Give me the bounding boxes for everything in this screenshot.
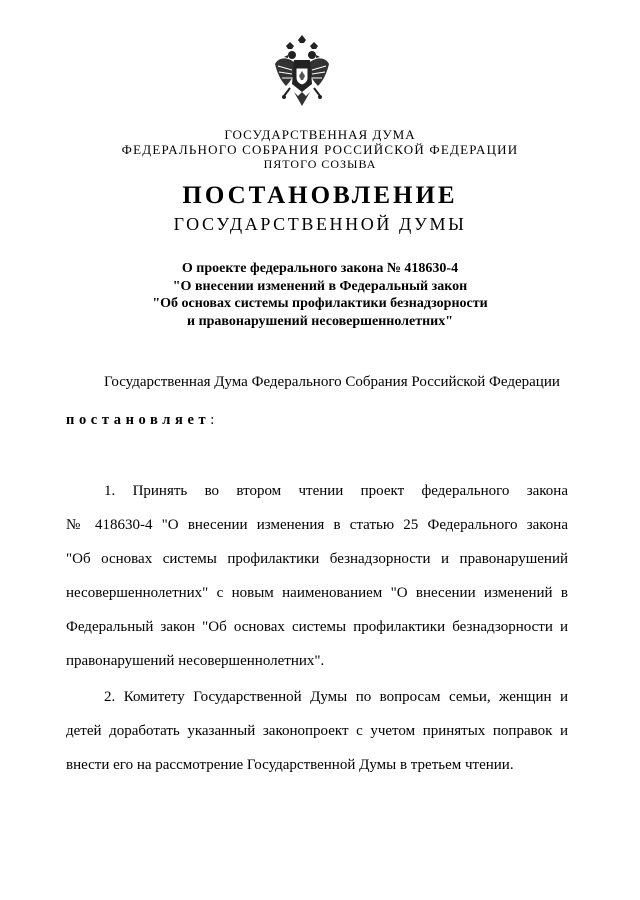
- org-name-line-2: ФЕДЕРАЛЬНОГО СОБРАНИЯ РОССИЙСКОЙ ФЕДЕРАЦИИ: [121, 142, 519, 157]
- preamble-text: Государственная Дума Федерального Собрания Российской Федерации: [104, 374, 560, 390]
- resolves-colon: :: [210, 412, 215, 428]
- coat-of-arms-icon: [272, 34, 332, 114]
- paragraph-line: несовершеннолетних" с новым наименованием "О внесении изменений в: [66, 585, 568, 601]
- resolves-text: постановляет: [66, 412, 211, 428]
- paragraph-line: № 418630-4 "О внесении изменения в статью 25 Федерального закона: [66, 517, 568, 533]
- subject-line: "О внесении изменений в Федеральный закон: [172, 278, 468, 294]
- document-title: ПОСТАНОВЛЕНИЕ: [182, 182, 458, 209]
- resolves-word: [66, 412, 214, 429]
- paragraph-line: правонарушений несовершеннолетних".: [66, 653, 325, 669]
- org-name-line-1: ГОСУДАРСТВЕННАЯ ДУМА: [224, 127, 416, 142]
- subject-block: [0, 260, 640, 330]
- paragraph-line: внести его на рассмотрение Государственной Думы в третьем чтении.: [66, 757, 514, 773]
- paragraph-line: Федеральный закон "Об основах системы профилактики безнадзорности и: [66, 619, 568, 635]
- paragraph-1: [66, 480, 568, 684]
- paragraph-line: 1. Принять во втором чтении проект федерального закона: [104, 483, 568, 499]
- subject-line: "Об основах системы профилактики безнадзорности: [152, 296, 488, 311]
- convocation-line: ПЯТОГО СОЗЫВА: [263, 157, 377, 171]
- subject-line: и правонарушений несовершеннолетних": [187, 313, 453, 329]
- paragraph-line: 2. Комитету Государственной Думы по вопросам семьи, женщин и: [104, 689, 568, 705]
- subject-line: О проекте федерального закона № 418630-4: [181, 261, 459, 276]
- paragraph-line: детей доработать указанный законопроект с учетом принятых поправок и: [66, 723, 568, 739]
- paragraph-line: "Об основах системы профилактики безнадзорности и правонарушений: [66, 551, 568, 567]
- paragraph-2: [66, 686, 568, 788]
- document-subtitle: ГОСУДАРСТВЕННОЙ ДУМЫ: [173, 214, 467, 234]
